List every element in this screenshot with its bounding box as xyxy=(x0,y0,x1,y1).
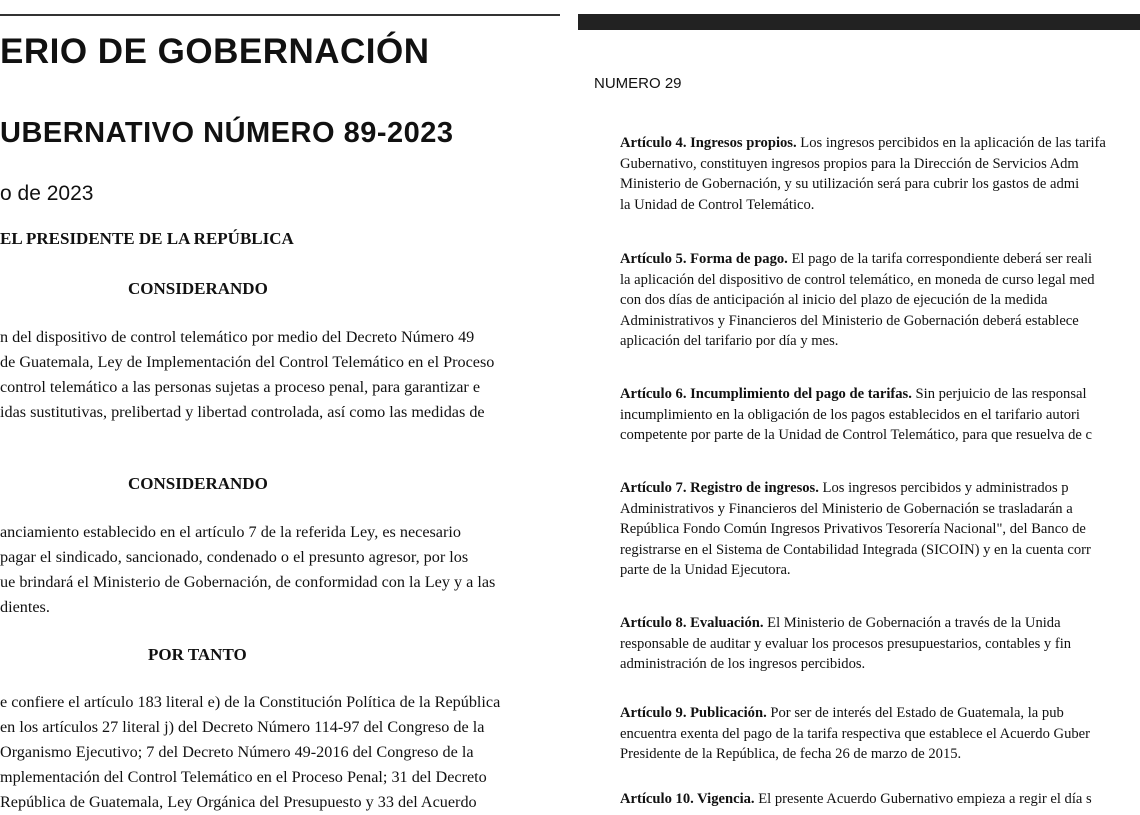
article-first-line xyxy=(620,478,1069,499)
article-line: Gubernativo, constituyen ingresos propios para la Dirección de Servicios Adm xyxy=(620,155,1079,172)
ministry-title: ERIO DE GOBERNACIÓN xyxy=(0,32,430,71)
article-title: Artículo 7. Registro de ingresos. xyxy=(620,480,819,496)
considerando-heading-1: CONSIDERANDO xyxy=(128,279,268,298)
article-line: Sin perjuicio de las responsal xyxy=(911,386,1087,402)
paragraph-line: de Guatemala, Ley de Implementación del Control Telemático en el Proceso xyxy=(0,353,495,371)
article-line: Administrativos y Financieros del Ministerio de Gobernación deberá establece xyxy=(620,312,1079,329)
page-gap xyxy=(560,0,578,815)
agreement-date: o de 2023 xyxy=(0,182,94,205)
article-first-line xyxy=(620,133,1106,154)
article-line: Presidente de la República, de fecha 26 de marzo de 2015. xyxy=(620,746,962,762)
paragraph-line: e confiere el artículo 183 literal e) de la Constitución Política de la República xyxy=(0,693,501,711)
paragraph-line: mplementación del Control Telemático en el Proceso Penal; 31 del Decreto xyxy=(0,768,487,786)
article-line: Administrativos y Financieros del Ministerio de Gobernación se trasladarán a xyxy=(620,500,1073,517)
article-line: administración de los ingresos percibidos. xyxy=(620,656,866,672)
left-document-page xyxy=(0,0,560,815)
right-document-page xyxy=(578,0,1140,815)
paragraph-line: pagar el sindicado, sancionado, condenado o el presunto agresor, por los xyxy=(0,548,469,566)
article-line: Por ser de interés del Estado de Guatemala, la pub xyxy=(766,705,1064,721)
article-line: registrarse en el Sistema de Contabilidad Integrada (SICOIN) y en la cuenta corr xyxy=(620,541,1091,558)
por-tanto-heading: POR TANTO xyxy=(148,645,247,664)
article-first-line xyxy=(620,384,1087,405)
president-heading: EL PRESIDENTE DE LA REPÚBLICA xyxy=(0,229,294,248)
top-bar xyxy=(578,14,1140,30)
article-line: la aplicación del dispositivo de control telemático, en moneda de curso legal med xyxy=(620,271,1095,288)
article-line: responsable de auditar y evaluar los procesos presupuestarios, contables y fin xyxy=(620,635,1072,652)
paragraph-line: idas sustitutivas, prelibertad y libertad controlada, así como las medidas de xyxy=(0,403,485,421)
paragraph-line: anciamiento establecido en el artículo 7 de la referida Ley, es necesario xyxy=(0,523,461,541)
article-title: Artículo 6. Incumplimiento del pago de tarifas. xyxy=(620,386,912,402)
paragraph-line: en los artículos 27 literal j) del Decreto Número 114-97 del Congreso de la xyxy=(0,718,485,736)
article-first-line xyxy=(620,703,1064,724)
article-line: con dos días de anticipación al inicio del plazo de ejecución de la medida xyxy=(620,292,1048,308)
article-line: Los ingresos percibidos y administrados p xyxy=(818,480,1069,496)
paragraph-line: Organismo Ejecutivo; 7 del Decreto Número 49-2016 del Congreso de la xyxy=(0,743,474,761)
article-first-line xyxy=(620,789,1092,810)
article-line: Ministerio de Gobernación, y su utilización será para cubrir los gastos de admi xyxy=(620,176,1080,192)
article-line: El Ministerio de Gobernación a través de la Unida xyxy=(763,615,1061,631)
article-line: competente por parte de la Unidad de Control Telemático, para que resuelva de c xyxy=(620,427,1093,443)
article-first-line xyxy=(620,613,1061,634)
paragraph-line: n del dispositivo de control telemático por medio del Decreto Número 49 xyxy=(0,328,475,346)
article-title: Artículo 9. Publicación. xyxy=(620,705,767,721)
article-title: Artículo 8. Evaluación. xyxy=(620,615,764,631)
article-line: encuentra exenta del pago de la tarifa respectiva que establece el Acuerdo Guber xyxy=(620,725,1090,742)
article-line: parte de la Unidad Ejecutora. xyxy=(620,562,791,578)
paragraph-line: República de Guatemala, Ley Orgánica del Presupuesto y 33 del Acuerdo xyxy=(0,793,477,811)
article-line: El pago de la tarifa correspondiente deberá ser reali xyxy=(787,251,1093,267)
issue-number: NUMERO 29 xyxy=(594,75,682,92)
considerando-heading-2: CONSIDERANDO xyxy=(128,474,268,493)
agreement-title: UBERNATIVO NÚMERO 89-2023 xyxy=(0,117,454,149)
article-line: República Fondo Común Ingresos Privativos Tesorería Nacional", del Banco de xyxy=(620,521,1086,537)
top-rule xyxy=(0,14,560,16)
article-line: Los ingresos percibidos en la aplicación de las tarifa xyxy=(796,135,1106,151)
article-line: la Unidad de Control Telemático. xyxy=(620,196,815,213)
article-title: Artículo 4. Ingresos propios. xyxy=(620,135,797,151)
paragraph-line: dientes. xyxy=(0,598,50,616)
article-line: incumplimiento en la obligación de los pagos establecidos en el tarifario autori xyxy=(620,406,1080,423)
article-title: Artículo 10. Vigencia. xyxy=(620,791,755,807)
article-first-line xyxy=(620,249,1092,270)
paragraph-line: ue brindará el Ministerio de Gobernación, de conformidad con la Ley y a las xyxy=(0,573,496,591)
article-line: El presente Acuerdo Gubernativo empieza a regir el día s xyxy=(754,791,1092,807)
paragraph-line: control telemático a las personas sujetas a proceso penal, para garantizar e xyxy=(0,378,481,396)
article-title: Artículo 5. Forma de pago. xyxy=(620,251,788,267)
article-line: aplicación del tarifario por día y mes. xyxy=(620,333,839,349)
